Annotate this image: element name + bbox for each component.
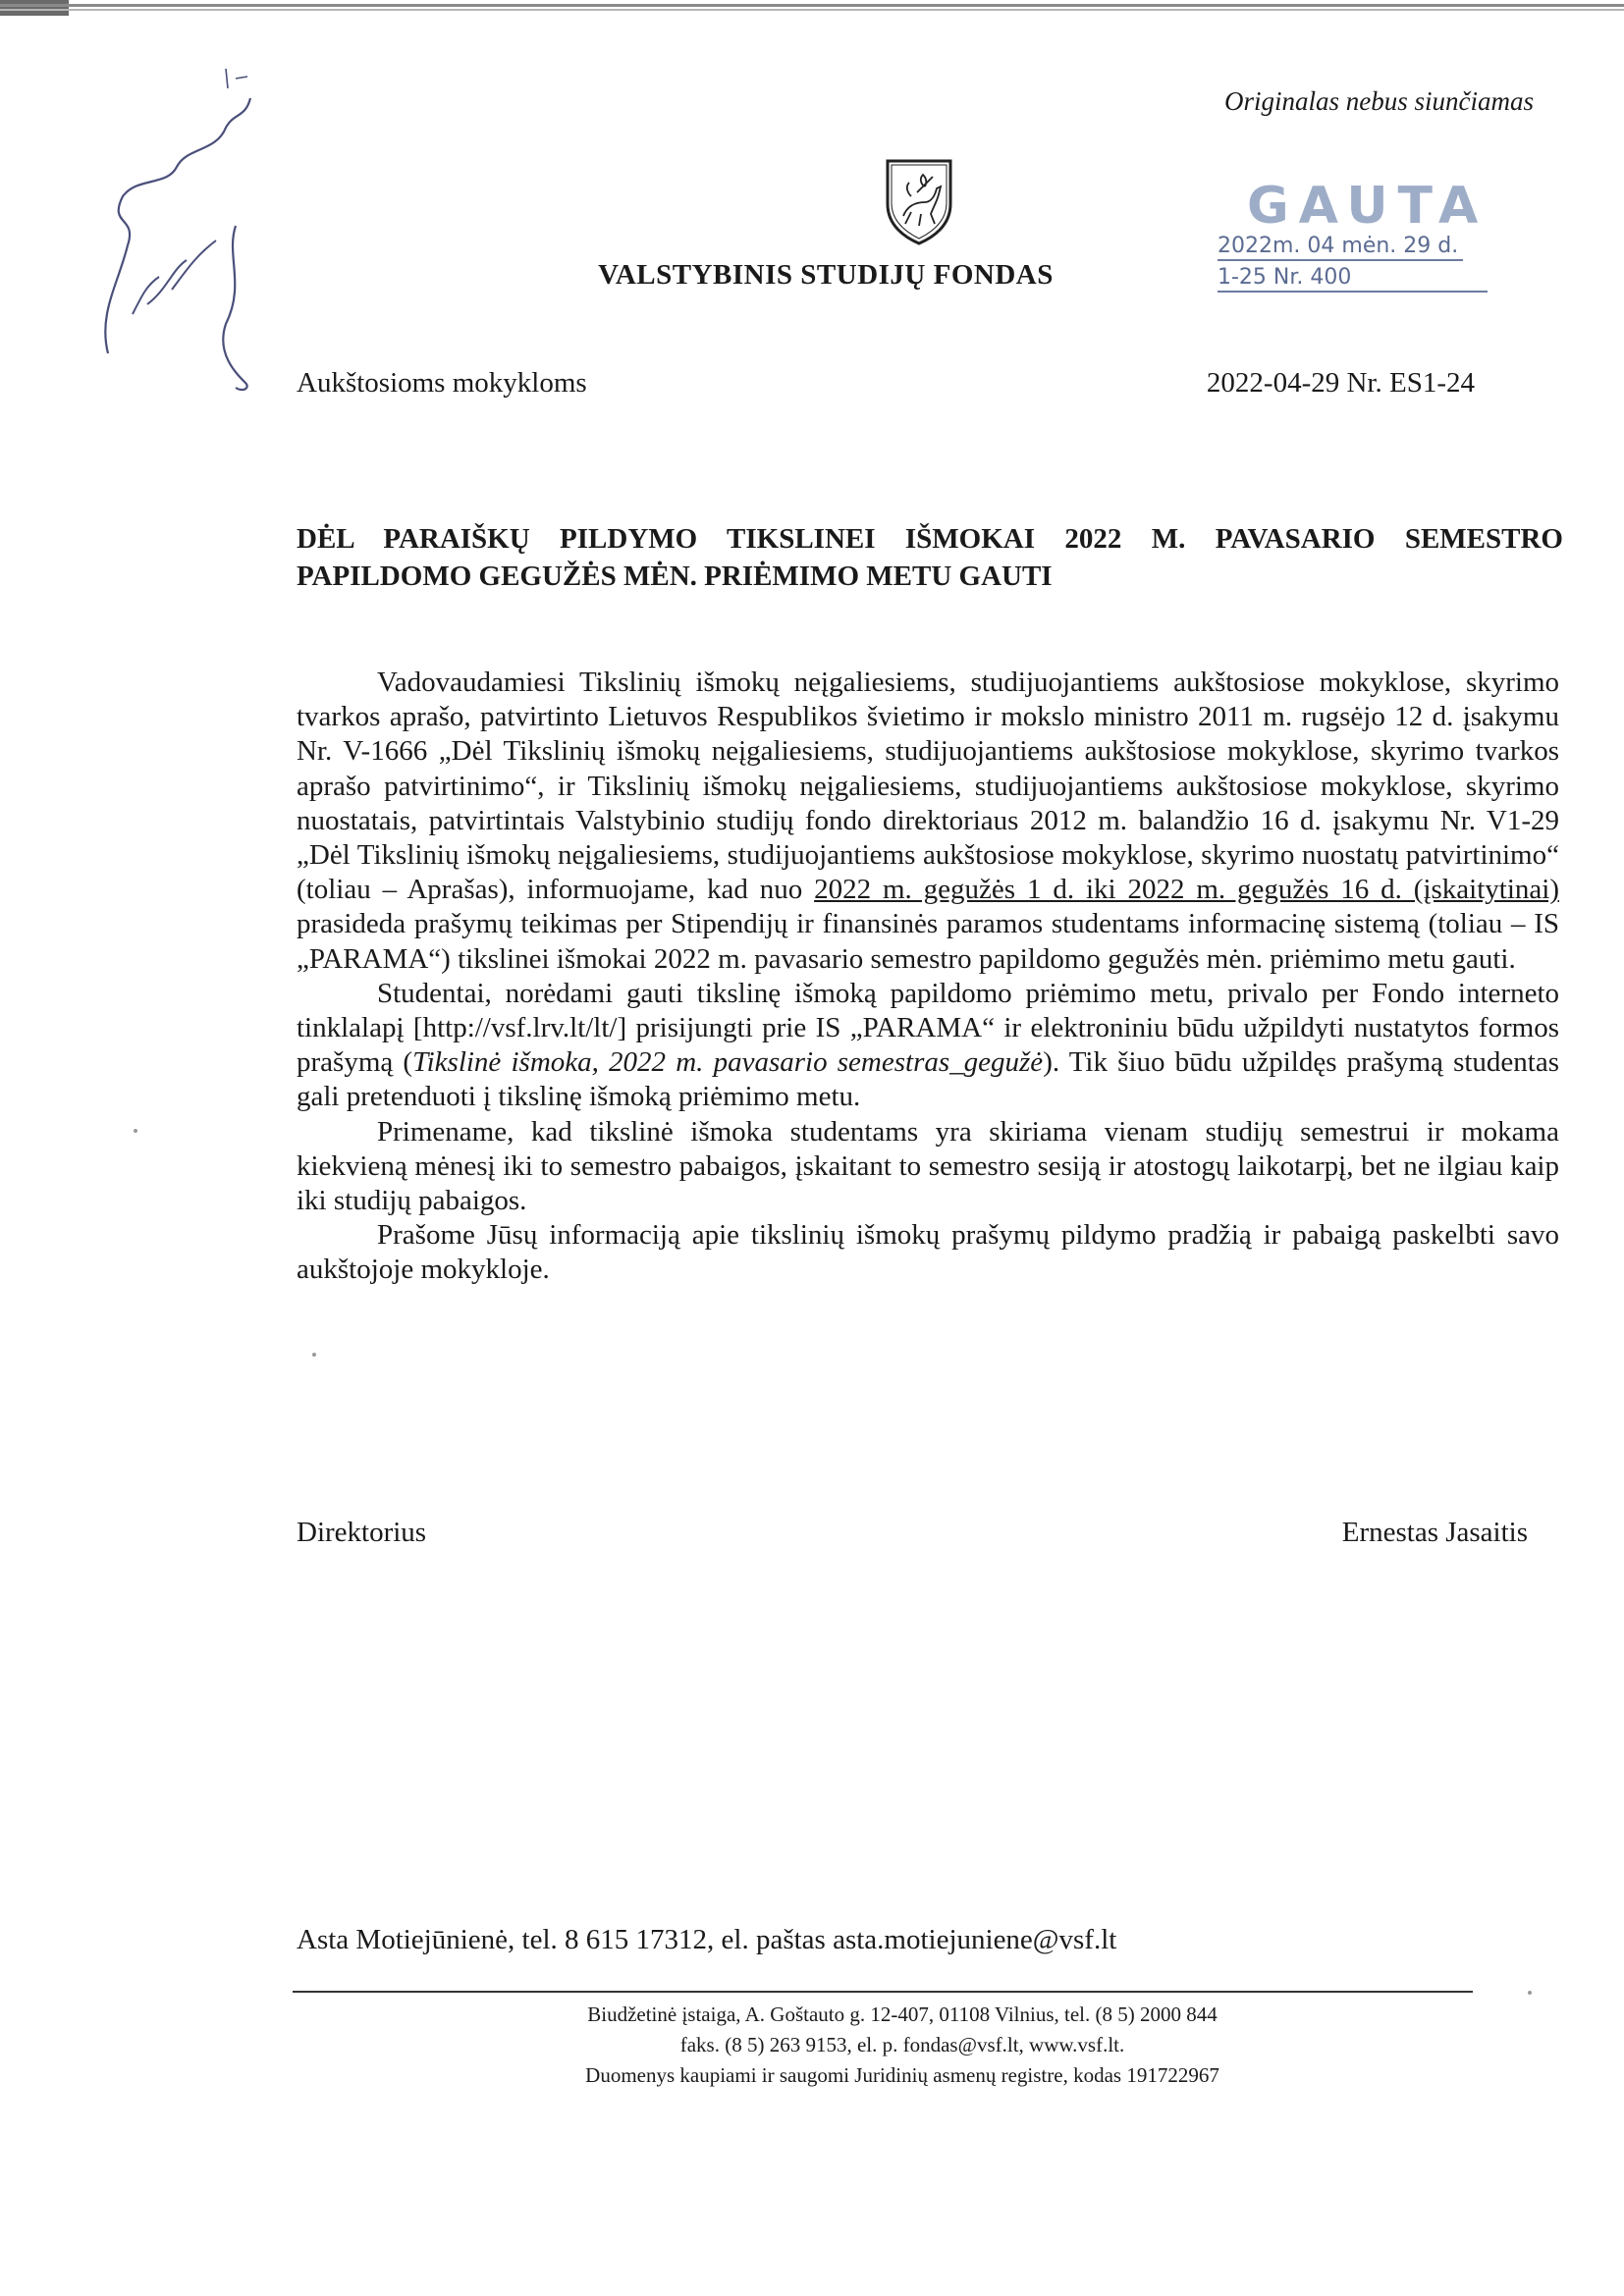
original-not-sent-note: Originalas nebus siunčiamas [1223, 86, 1534, 116]
scan-speck [1528, 1991, 1532, 1995]
paragraph-1: Vadovaudamiesi Tikslinių išmokų neįgaliesiems, studijuojantiems aukštosiose mokyklose, skyrimo tvarkos aprašo, patvirtinto Lietuvos Respublikos švietimo ir mokslo ministro 2011 m. rugsėjo 12 d. įsakymu Nr. V-1666 „Dėl Tikslinių išmokų neįgaliesiems, studijuojantiems aukštosiose mokyklose, skyrimo tvarkos aprašo patvirtinimo“, ir Tikslinių išmokų neįgaliesiems, studijuojantiems aukštosiose mokyklose, skyrimo nuostatais, patvirtintais Valstybinio studijų fondo direktoriaus 2012 m. balandžio 16 d. įsakymu Nr. V1-29 „Dėl Tikslinių išmokų neįgaliesiems, studijuojantiems aukštosiose mokyklose, skyrimo nuostatų patvirtinimo“ (toliau – Aprašas), informuojame, kad nuo 2022 m. gegužės 1 d. iki 2022 m. gegužės 16 d. (įskaitytinai) prasideda prašymų teikimas per Stipendijų ir finansinės paramos studentams informacinę sistemą (toliau – IS „PARAMA“) tikslinei išmokai 2022 m. pavasario semestro papildomo gegužės mėn. priėmimo metu gauti. [297, 667, 1559, 975]
recipient: Aukštosioms mokykloms [297, 367, 587, 399]
document-reference: 2022-04-29 Nr. ES1-24 [1206, 367, 1475, 399]
organization-name: VALSTYBINIS STUDIJŲ FONDAS [598, 259, 1054, 291]
stamp-number-line: 1-25 Nr. 400 [1218, 265, 1352, 290]
signatory-title: Direktorius [297, 1517, 427, 1548]
contact-person: Asta Motiejūnienė, tel. 8 615 17312, el. paštas asta.motiejuniene@vsf.lt [297, 1924, 1117, 1955]
footer-line-3: Duomenys kaupiami ir saugomi Juridinių asmenų registre, kodas 191722967 [585, 2063, 1219, 2087]
footer-divider [293, 1991, 1473, 1993]
paragraph-2: Studentai, norėdami gauti tikslinę išmoką papildomo priėmimo metu, privalo per Fondo interneto tinklalapį [http://vsf.lrv.lt/lt/] prisijungti prie IS „PARAMA“ ir elektroniniu būdu užpildyti nustatytos formos prašymą (Tikslinė išmoka, 2022 m. pavasario semestras_gegužė). Tik šiuo būdu užpildęs prašymą studentas gali pretenduoti į tikslinę išmoką priėmimo metu. [297, 977, 1560, 1113]
scan-speck [312, 1353, 316, 1357]
stamp-word: GAUTA [1247, 177, 1489, 236]
form-name: Tikslinė išmoka, 2022 m. pavasario semestras_gegužė [412, 1046, 1044, 1079]
signatory-name: Ernestas Jasaitis [1341, 1517, 1528, 1548]
subject-line-2: PAPILDOMO GEGUŽĖS MĖN. PRIĖMIMO METU GAUTI [297, 561, 1053, 592]
footer-line-2: faks. (8 5) 263 9153, el. p. fondas@vsf.lt, www.vsf.lt. [679, 2033, 1125, 2056]
subject-line-1: DĖL PARAIŠKŲ PILDYMO TIKSLINEI IŠMOKAI 2022 M. PAVASARIO SEMESTRO [297, 523, 1563, 555]
application-period: 2022 m. gegužės 1 d. iki 2022 m. gegužės 16 d. (įskaitytinai) [814, 874, 1559, 906]
subject-heading [297, 520, 1563, 595]
paragraph-4: Prašome Jūsų informaciją apie tikslinių išmokų prašymų pildymo pradžią ir pabaigą paskelbti savo aukštojoje mokykloje. [297, 1219, 1559, 1286]
footer-line-1: Biudžetinė įstaiga, A. Goštauto g. 12-407, 01108 Vilnius, tel. (8 5) 2000 844 [587, 2002, 1218, 2026]
paragraph-3: Primename, kad tikslinė išmoka studentams yra skiriama vienam studijų semestrui ir mokama kiekvieną mėnesį iki to semestro pabaigos, įskaitant to semestro sesiją ir atostogų laikotarpį, bet ne ilgiau kaip iki studijų pabaigos. [297, 1115, 1559, 1217]
handwritten-resolution-mark [79, 59, 265, 393]
lithuanian-vytis-coat-of-arms-icon [882, 157, 956, 245]
letter-body [297, 666, 1559, 1288]
scan-edge [0, 0, 1624, 14]
received-stamp [1218, 177, 1492, 304]
footer [0, 2000, 1624, 2091]
stamp-date-line: 2022m. 04 mėn. 29 d. [1218, 234, 1459, 258]
scan-speck [134, 1129, 137, 1133]
